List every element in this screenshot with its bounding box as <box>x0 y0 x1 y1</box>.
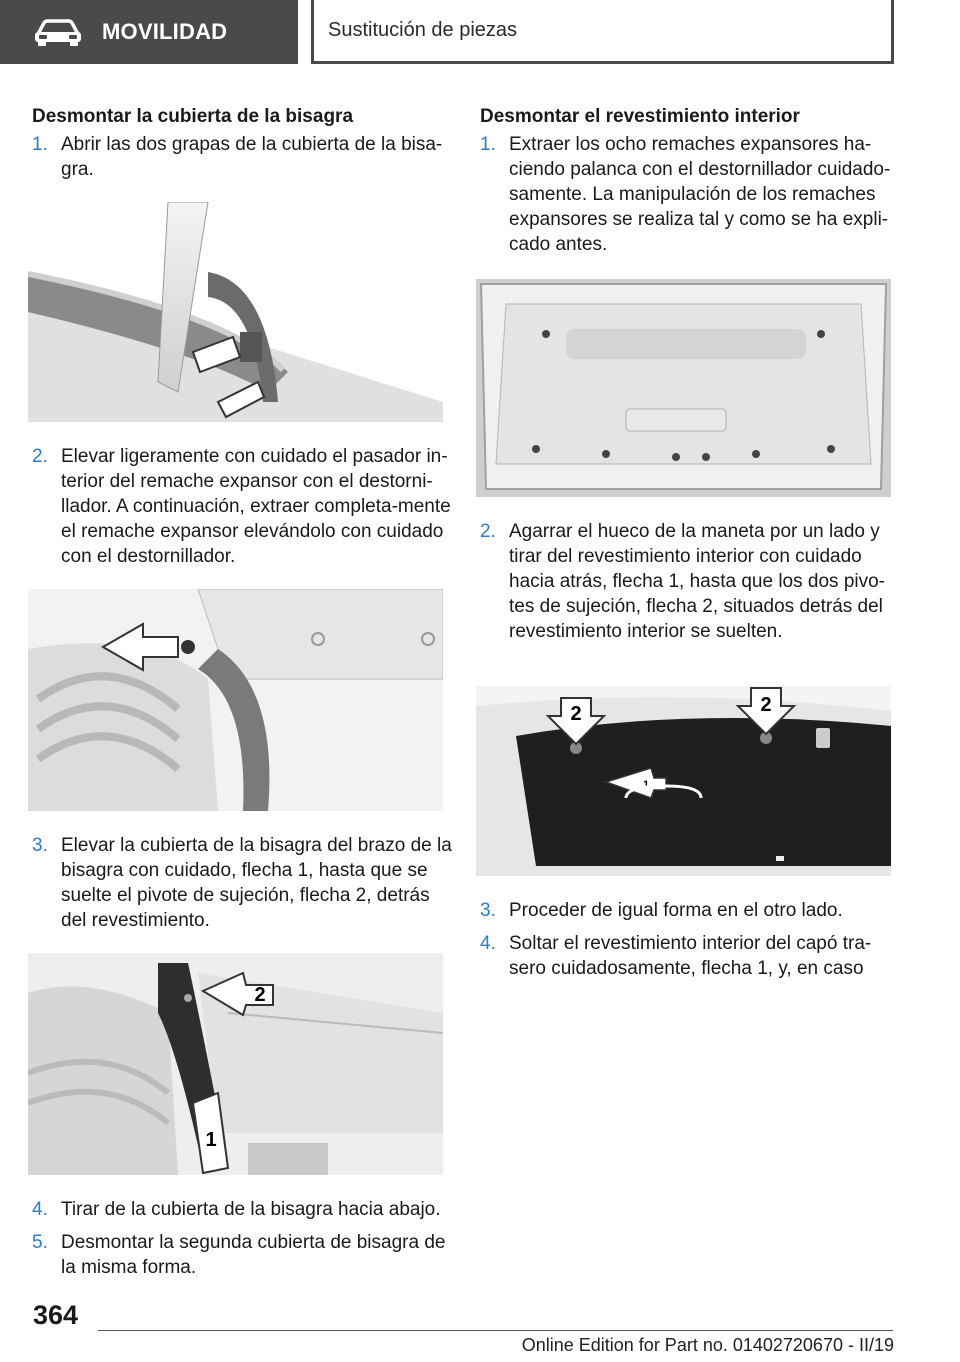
figure-hinge-cover-arrows <box>28 953 443 1175</box>
right-step-3 <box>480 898 895 923</box>
step-number: 3. <box>32 835 48 856</box>
step-text: Soltar el revestimiento interior del capó tra-sero cuidadosamente, flecha 1, y, en caso <box>509 933 872 979</box>
step-text: Abrir las dos grapas de la cubierta de la bisa-gra. <box>61 134 443 180</box>
figure-hinge-clips <box>28 202 443 422</box>
header-section-tab <box>0 0 298 64</box>
step-text: Agarrar el hueco de la maneta por un lado y tirar del revestimiento interior con cuidado hacia atrás, flecha 1, hasta que los dos pivo-tes de sujeción, flecha 2, situados detrás del revestimiento interior se suelten. <box>509 521 886 642</box>
step-number: 1. <box>480 134 496 155</box>
step-number: 2. <box>480 521 496 542</box>
figure-lining-pivots <box>476 686 891 876</box>
fig-arrow-label-2a: 2 <box>570 703 582 725</box>
left-step-3 <box>32 833 452 933</box>
car-icon <box>32 18 84 46</box>
step-text: Elevar la cubierta de la bisagra del brazo de la bisagra con cuidado, flecha 1, hasta que se suelte el pivote de sujeción, flecha 2, detrás del revestimiento. <box>61 835 452 931</box>
step-text: Elevar ligeramente con cuidado el pasador in-terior del remache expansor con el destorni-llador. A continuación, extraer completa-mente el remache expansor elevándolo con cuidado con el destornillador. <box>61 446 451 567</box>
left-step-2 <box>32 444 452 569</box>
fig-arrow-label-1: 1 <box>205 1129 217 1151</box>
fig-arrow-label-1: 1 <box>642 779 650 791</box>
step-number: 4. <box>480 933 496 954</box>
right-column <box>480 104 895 981</box>
right-step-4 <box>480 931 895 981</box>
footer-edition-text: Online Edition for Part no. 01402720670 - II/19 <box>521 1335 894 1355</box>
fig-arrow-label-2b: 2 <box>760 694 772 716</box>
step-number: 5. <box>32 1232 48 1253</box>
section-title: MOVILIDAD <box>102 19 228 44</box>
step-number: 3. <box>480 900 496 921</box>
step-text: Desmontar la segunda cubierta de bisagra de la misma forma. <box>61 1232 446 1278</box>
right-step-1 <box>480 132 895 257</box>
step-text: Extraer los ocho remaches expansores ha-ciendo palanca con el destornillador cuidado-samente. La manipulación de los remaches expansores se realiza tal y como se ha expli-cado antes. <box>509 134 891 255</box>
step-number: 1. <box>32 134 48 155</box>
figure-expansion-rivet <box>28 589 443 811</box>
step-number: 2. <box>32 446 48 467</box>
step-text: Proceder de igual forma en el otro lado. <box>509 900 843 921</box>
page-number: 364 <box>33 1300 79 1330</box>
left-step-1 <box>32 132 452 182</box>
left-column <box>32 104 452 1280</box>
subsection-title: Sustitución de piezas <box>328 19 518 41</box>
right-heading: Desmontar el revestimiento interior <box>480 106 800 127</box>
step-text: Tirar de la cubierta de la bisagra hacia abajo. <box>61 1199 441 1220</box>
right-step-2 <box>480 519 895 644</box>
figure-trunk-lid-lining <box>476 279 891 497</box>
step-number: 4. <box>32 1199 48 1220</box>
left-step-4 <box>32 1197 452 1222</box>
left-heading: Desmontar la cubierta de la bisagra <box>32 106 354 127</box>
subsection-header <box>311 0 894 64</box>
footer-divider <box>98 1330 893 1331</box>
fig-arrow-label-2: 2 <box>254 984 266 1006</box>
left-step-5 <box>32 1230 452 1280</box>
